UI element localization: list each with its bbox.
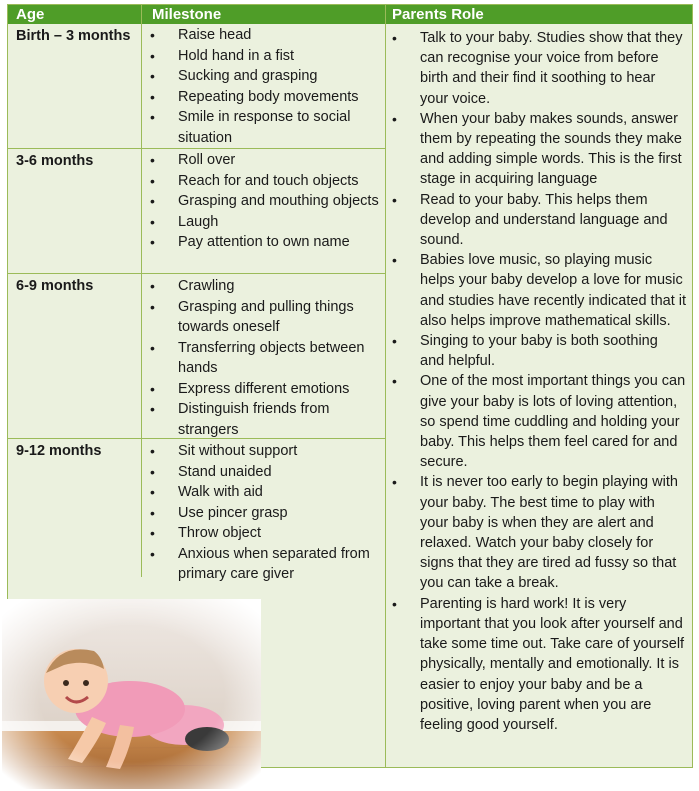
list-item: • When your baby makes sounds, answer them by repeating the sounds they make and adding simple words. This is the first stage in acquiring language <box>390 109 686 190</box>
list-item: • Anxious when separated from primary care giver <box>148 544 384 585</box>
list-item: • Smile in response to social situation <box>148 107 384 148</box>
age-cell: Birth – 3 months <box>16 28 131 44</box>
age-cell: 6-9 months <box>16 278 94 294</box>
age-cell: 9-12 months <box>16 443 102 459</box>
list-item: • Repeating body movements <box>148 87 384 108</box>
list-item: • Hold hand in a fist <box>148 46 384 67</box>
list-item: • Crawling <box>148 276 384 297</box>
column-divider <box>385 5 386 767</box>
column-divider <box>141 5 142 577</box>
row-divider <box>8 273 385 274</box>
list-item: • Grasping and pulling things towards oneself <box>148 297 384 338</box>
list-item: • Walk with aid <box>148 482 384 503</box>
list-item: • Read to your baby. This helps them develop and understand language and sound. <box>390 190 686 251</box>
crawling-baby-illustration <box>2 599 261 789</box>
header-parents-role: Parents Role <box>392 6 484 23</box>
list-item: • Pay attention to own name <box>148 232 384 253</box>
list-item: • Laugh <box>148 212 384 233</box>
list-item: • Babies love music, so playing music helps your baby develop a love for music and studies have recently indicated that it also helps improve mathematical skills. <box>390 250 686 331</box>
milestone-list <box>148 150 384 253</box>
baby-photo <box>2 599 261 789</box>
list-item: • Distinguish friends from strangers <box>148 399 384 440</box>
list-item: • One of the most important things you can give your baby is lots of loving attention, so spend time cuddling and holding your baby. This helps them feel cared for and secure. <box>390 371 686 472</box>
list-item: • Grasping and mouthing objects <box>148 191 384 212</box>
header-age: Age <box>16 6 45 23</box>
list-item: • It is never too early to begin playing with your baby. The best time to play with your baby is when they are alert and relaxed. Watch your baby closely for signs that they are tired ad fussy so that you can take a break. <box>390 472 686 593</box>
list-item: • Throw object <box>148 523 384 544</box>
list-item: • Reach for and touch objects <box>148 171 384 192</box>
list-item: • Use pincer grasp <box>148 503 384 524</box>
row-divider <box>8 148 385 149</box>
age-cell: 3-6 months <box>16 153 94 169</box>
list-item: • Raise head <box>148 25 384 46</box>
table-header <box>8 5 692 24</box>
milestone-list <box>148 441 384 585</box>
parents-role-list <box>390 28 686 735</box>
list-item: • Singing to your baby is both soothing and helpful. <box>390 331 686 371</box>
milestone-list <box>148 25 384 148</box>
list-item: • Talk to your baby. Studies show that they can recognise your voice from before birth and their find it soothing to hear your voice. <box>390 28 686 109</box>
list-item: • Transferring objects between hands <box>148 338 384 379</box>
list-item: • Express different emotions <box>148 379 384 400</box>
list-item: • Stand unaided <box>148 462 384 483</box>
milestone-list <box>148 276 384 440</box>
list-item: • Roll over <box>148 150 384 171</box>
list-item: • Sit without support <box>148 441 384 462</box>
header-milestone: Milestone <box>152 6 222 23</box>
list-item: • Parenting is hard work! It is very important that you look after yourself and take some time out. Take care of yourself physically, mentally and emotionally. It is easier to enjoy your baby and be a positive, loving parent when you are feeling good yourself. <box>390 594 686 735</box>
list-item: • Sucking and grasping <box>148 66 384 87</box>
